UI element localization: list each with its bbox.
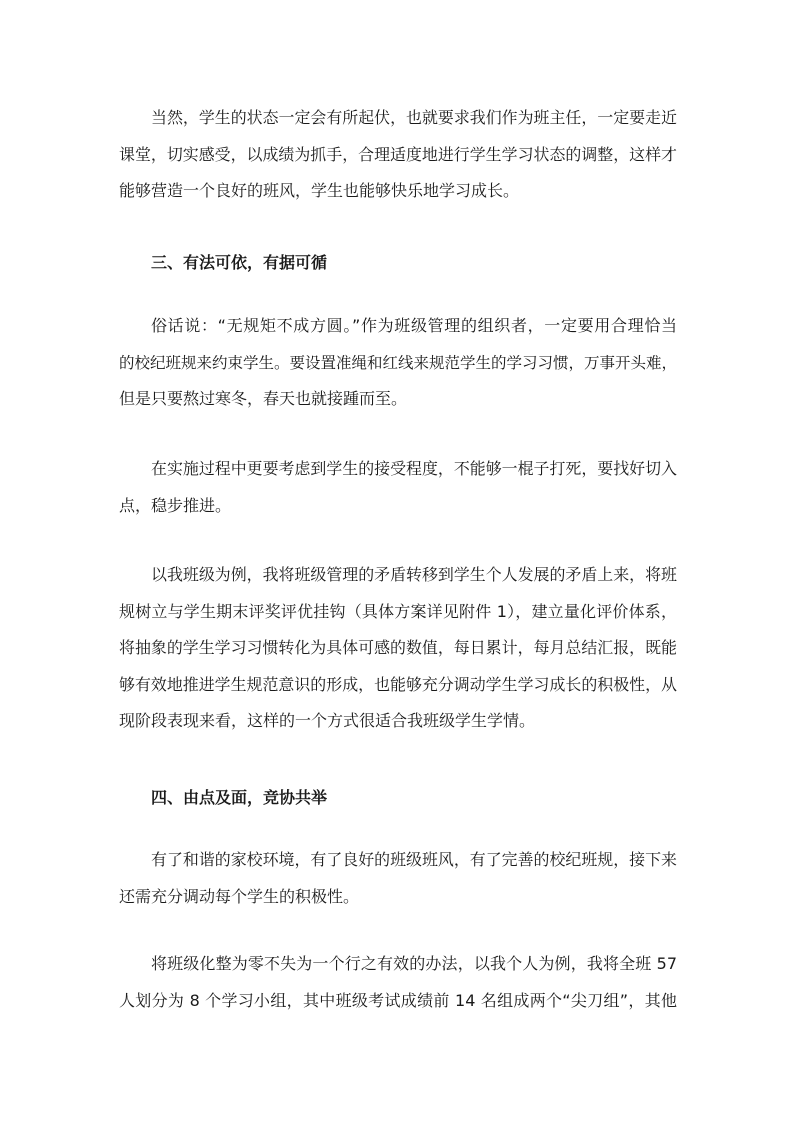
paragraph-class-atmosphere (119, 100, 677, 210)
text-line: 但是只要熬过寒冬，春天也就接踵而至。 (119, 389, 408, 408)
text-line: 规树立与学生期末评奖评优挂钩（具体方案详见附件 1），建立量化评价体系， (119, 601, 677, 621)
paragraph-implementation (119, 451, 677, 524)
text-line: 有了和谐的家校环境，有了良好的班级班风，有了完善的校纪班规，接下来 (151, 850, 677, 869)
text-line: 课堂，切实感受，以成绩为抓手，合理适度地进行学生学习状态的调整，这样才 (119, 144, 677, 164)
section-heading-4: 四、由点及面，竞协共举 (151, 788, 328, 807)
text-line: 现阶段表现来看，这样的一个方式很适合我班级学生学情。 (119, 711, 536, 730)
text-line: 够有效地推进学生规范意识的形成，也能够充分调动学生学习成长的积极性，从 (119, 674, 677, 694)
text-line: 能够营造一个良好的班风，学生也能够快乐地学习成长。 (119, 181, 520, 200)
text-line: 当然，学生的状态一定会有所起伏，也就要求我们作为班主任，一定要走近 (151, 108, 677, 127)
text-line: 点，稳步推进。 (119, 495, 232, 515)
text-line: 还需充分调动每个学生的积极性。 (119, 886, 360, 906)
text-line: 俗话说：“无规矩不成方圆。”作为班级管理的组织者，一定要用合理恰当 (151, 316, 677, 335)
paragraph-rules (119, 308, 677, 418)
text-line: 将班级化整为零不失为一个行之有效的办法，以我个人为例，我将全班 57 (151, 954, 677, 973)
paragraph-study-groups (119, 946, 677, 1019)
text-line: 的校纪班规来约束学生。要设置准绳和红线来规范学生的学习习惯，万事开头难， (119, 353, 678, 372)
paragraph-student-motivation (119, 842, 677, 915)
text-line: 在实施过程中更要考虑到学生的接受程度，不能够一棍子打死，要找好切入 (151, 459, 677, 478)
section-heading-3: 三、有法可依，有据可循 (151, 253, 328, 272)
text-line: 人划分为 8 个学习小组，其中班级考试成绩前 14 名组成两个“尖刀组”，其他 (119, 990, 677, 1010)
text-line: 以我班级为例，我将班级管理的矛盾转移到学生个人发展的矛盾上来，将班 (151, 565, 677, 584)
paragraph-class-example (119, 557, 677, 740)
text-line: 将抽象的学生学习习惯转化为具体可感的数值，每日累计，每月总结汇报，既能 (119, 638, 677, 657)
